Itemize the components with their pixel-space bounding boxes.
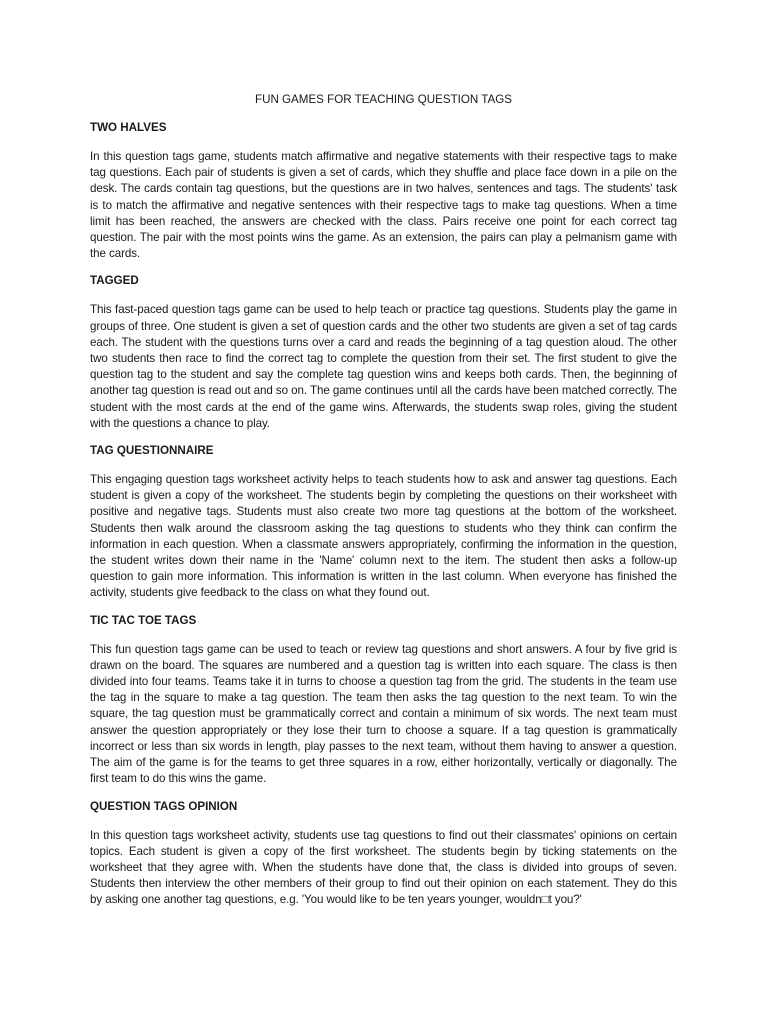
section-tagged xyxy=(90,273,677,432)
section-two-halves xyxy=(90,120,677,262)
section-tic-tac-toe-tags xyxy=(90,613,677,788)
section-paragraph: This fun question tags game can be used to teach or review tag questions and short answers. A four by five grid is drawn on the board. The squares are numbered and a question tag is written into each square. The class is then divided into four teams. Teams take it in turns to choose a question tag from the grid. The students in the team use the tag in the square to make a tag question. The team then asks the tag question to the next team. To win the square, the tag question must be grammatically correct and contain a minimum of six words. The next team must answer the question appropriately or they lose their turn to choose a square. If a tag question is grammatically incorrect or less than six words in length, play passes to the next team, without them having to answer a question. The aim of the game is for the teams to get three squares in a row, either horizontally, vertically or diagonally. The first team to do this wins the game. xyxy=(90,642,677,786)
section-heading: TIC TAC TOE TAGS xyxy=(90,613,197,627)
document-page xyxy=(90,92,677,920)
section-tag-questionnaire xyxy=(90,443,677,602)
document-title: FUN GAMES FOR TEACHING QUESTION TAGS xyxy=(254,93,513,106)
section-heading: TAGGED xyxy=(90,274,139,288)
section-paragraph: This fast-paced question tags game can be used to help teach or practice tag questions. Students play the game in groups of three. One student is given a set of question cards and the other two students are given a set of tag cards each. The student with the questions turns over a card and reads the beginning of a tag question aloud. The other two students then race to find the correct tag to complete the question from their set. The first student to give the question tag to the student and say the complete tag question wins and keeps both cards. Then, the beginning of another tag question is read out and so on. The game continues until all the cards have been matched correctly. The student with the most cards at the end of the game wins. Afterwards, the students swap roles, giving the student with the questions a chance to play. xyxy=(90,303,677,430)
section-paragraph: This engaging question tags worksheet activity helps to teach students how to ask and answer tag questions. Each student is given a copy of the worksheet. The students begin by completing the questions on their worksheet with positive and negative tags. Students must also create two more tag questions at the bottom of the worksheet. Students then walk around the classroom asking the tag questions to students who they think can confirm the information in each question. When a classmate answers appropriately, confirming the information in the question, the student writes down their name in the 'Name' column next to the item. The student then asks a follow-up question to gain more information. This information is written in the last column. When everyone has finished the activity, students give feedback to the class on what they found out. xyxy=(90,473,677,600)
section-heading: QUESTION TAGS OPINION xyxy=(90,799,238,813)
section-paragraph: In this question tags game, students match affirmative and negative statements with their respective tags to make tag questions. Each pair of students is given a set of cards, which they shuffle and place face down in a pile on the desk. The cards contain tag questions, but the questions are in two halves, sentences and tags. The students' task is to match the affirmative and negative sentences with their respective tags to make tag questions. When a time limit has been reached, the answers are checked with the class. Pairs receive one point for each correct tag question. The pair with the most points wins the game. As an extension, the pairs can play a pelmanism game with the cards. xyxy=(90,150,677,261)
section-heading: TWO HALVES xyxy=(90,121,167,134)
section-question-tags-opinion xyxy=(90,799,677,909)
section-heading: TAG QUESTIONNAIRE xyxy=(90,444,214,458)
section-paragraph: In this question tags worksheet activity, students use tag questions to find out their classmates' opinions on certain topics. Each student is given a copy of the first worksheet. The students begin by ticking statements on the worksheet that they agree with. When the students have done that, the class is divided into groups of seven. Students then interview the other members of their group to find out their opinion on each statement. They do this by asking one another tag questions, e.g. 'You would like to be ten years younger, wouldn□t you?' xyxy=(90,828,677,907)
